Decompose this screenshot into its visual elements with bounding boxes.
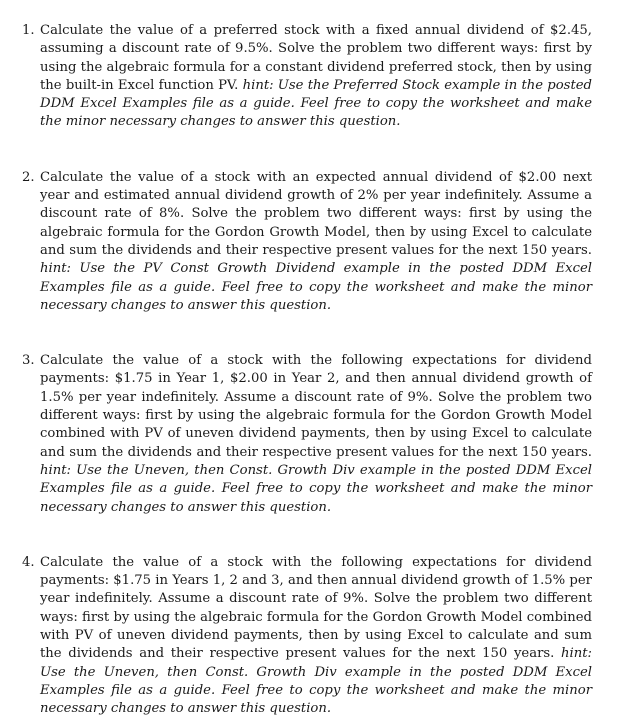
problem-number: 2. [22, 169, 35, 185]
problem-text: Calculate the value of a stock with the following expectations for dividend payments: $1.75 in Years 1, 2 and 3, and then annual dividend growth of 1.5% per year indefinitely. Assume a discount rate of 9%. Solve the problem two different ways: first by using the algebraic formula for the Gordon Growth Model combined with PV of uneven dividend payments, then by using Excel to calculate and sum the dividends and their respective present values for the next 150 years. [40, 554, 592, 662]
problem-number: 3. [22, 353, 35, 369]
problem-4 [22, 554, 592, 719]
problem-hint: hint: Use the Uneven, then Const. Growth Div example in the posted DDM Excel Examples file as a guide. Feel free to copy the worksheet and make the minor necessary changes to answer this question. [40, 462, 592, 515]
problem-body [40, 22, 592, 132]
problem-hint: hint: Use the Uneven, then Const. Growth Div example in the posted DDM Excel Examples file as a guide. Feel free to copy the worksheet and make the minor necessary changes to answer this question. [40, 646, 592, 717]
problem-body [40, 554, 592, 719]
problem-text: Calculate the value of a stock with an expected annual dividend of $2.00 next year and estimated annual dividend growth of 2% per year indefinitely. Assume a discount rate of 8%. Solve the problem two different ways: first by using the algebraic formula for the Gordon Growth Model, then by using Excel to calculate and sum the dividends and their respective present values for the next 150 years. [40, 169, 592, 258]
problem-text: Calculate the value of a preferred stock with a fixed annual dividend of $2.45, assuming a discount rate of 9.5%. Solve the problem two different ways: first by using the algebraic formula for a constant dividend preferred stock, then by using the built-in Excel function PV. [40, 23, 592, 93]
problem-text: Calculate the value of a stock with the following expectations for dividend payments: $1.75 in Year 1, $2.00 in Year 2, and then annual dividend growth of 1.5% per year indefinitely. Assume a discount rate of 9%. Solve the problem two different ways: first by using the algebraic formula for the Gordon Growth Model combined with PV of uneven dividend payments, then by using Excel to calculate and sum the dividends and their respective present values for the next 150 years. [40, 353, 592, 460]
problem-body [40, 169, 592, 315]
problem-2 [22, 169, 592, 315]
problem-3 [22, 352, 592, 517]
problem-hint: hint: Use the PV Const Growth Dividend example in the posted DDM Excel Examples file as a guide. Feel free to copy the worksheet and make the minor necessary changes to answer this question. [40, 261, 592, 313]
problem-number: 1. [22, 23, 35, 38]
problem-hint: hint: Use the Preferred Stock example in the posted DDM Excel Examples file as a guide. Feel free to copy the worksheet and make the minor necessary changes to answer this question. [40, 77, 592, 130]
problem-number: 4. [22, 554, 35, 570]
problem-body [40, 352, 592, 517]
problem-1 [22, 22, 592, 132]
